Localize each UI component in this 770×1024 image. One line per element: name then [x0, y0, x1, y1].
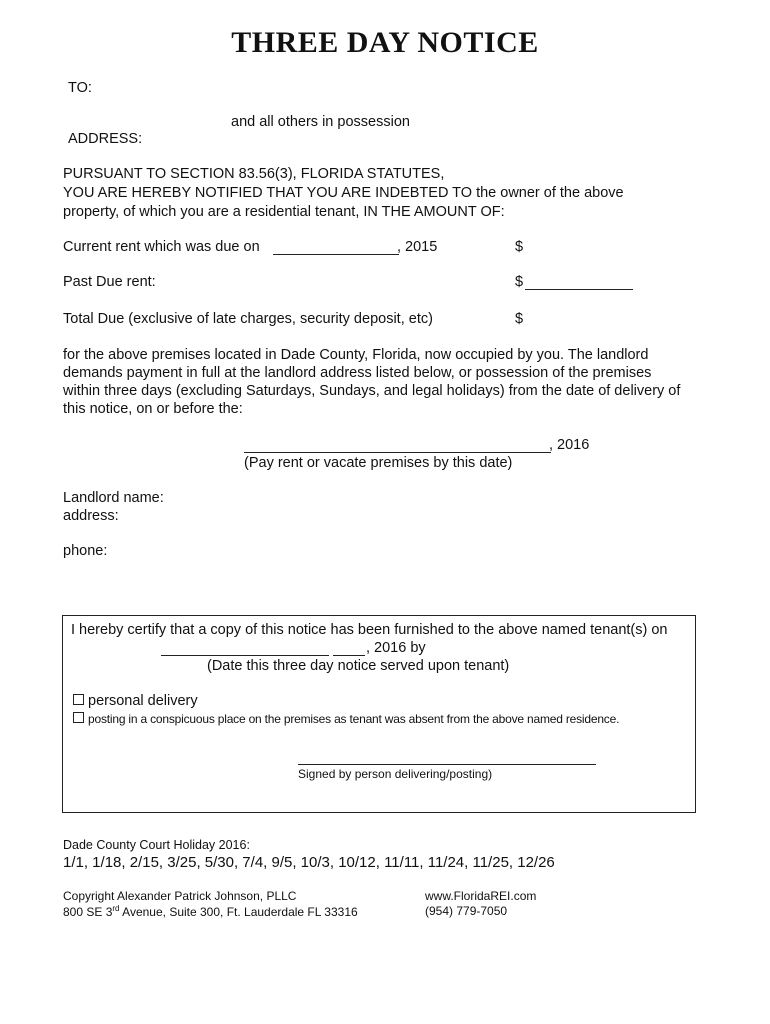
website-link[interactable]: www.FloridaREI.com	[425, 889, 537, 903]
checkbox-posting[interactable]	[73, 712, 84, 723]
served-date-blank[interactable]	[161, 655, 329, 656]
total-due-dollar: $	[515, 311, 524, 327]
firm-address-pre: 800 SE 3	[63, 905, 113, 919]
holiday-label: Dade County Court Holiday 2016:	[63, 838, 250, 852]
firm-address-sup: rd	[112, 904, 120, 913]
others-text: and all others in possession	[231, 114, 410, 130]
pursuant-line-2: YOU ARE HEREBY NOTIFIED THAT YOU ARE INDEBTED TO the owner of the above	[63, 185, 624, 201]
deadline-year: , 2016	[549, 437, 590, 453]
landlord-name-label: Landlord name:	[63, 490, 164, 506]
premises-line-1: for the above premises located in Dade County, Florida, now occupied by you. The landlord	[63, 347, 649, 363]
phone-number: (954) 779-7050	[425, 904, 508, 918]
to-label: TO:	[68, 80, 92, 96]
landlord-address-label: address:	[63, 508, 119, 524]
option-posting[interactable]	[73, 712, 619, 726]
current-rent-label: Current rent which was due on	[63, 239, 260, 255]
document-title: THREE DAY NOTICE	[231, 26, 539, 59]
copyright-text: Copyright Alexander Patrick Johnson, PLLC	[63, 889, 297, 903]
total-due-label: Total Due (exclusive of late charges, security deposit, etc)	[63, 311, 433, 327]
landlord-phone-label: phone:	[63, 543, 108, 559]
current-rent-date-blank[interactable]	[273, 254, 399, 255]
premises-line-4: this notice, on or before the:	[63, 401, 243, 417]
current-rent-dollar: $	[515, 239, 524, 255]
signed-caption: Signed by person delivering/posting)	[298, 767, 493, 781]
served-day-blank[interactable]	[333, 655, 365, 656]
pursuant-line-3: property, of which you are a residential tenant, IN THE AMOUNT OF:	[63, 204, 505, 220]
current-rent-year: , 2015	[397, 239, 438, 255]
option-personal-delivery-label: personal delivery	[88, 693, 198, 709]
address-label: ADDRESS:	[68, 131, 143, 147]
deadline-date-blank[interactable]	[244, 452, 551, 453]
checkbox-personal-delivery[interactable]	[73, 694, 84, 705]
premises-line-2: demands payment in full at the landlord address listed below, or possession of the premises	[63, 365, 652, 381]
option-personal-delivery[interactable]	[73, 693, 198, 709]
firm-address	[63, 904, 358, 919]
certification-line-1: I hereby certify that a copy of this notice has been furnished to the above named tenant(s) on	[71, 622, 668, 638]
signature-blank[interactable]	[298, 764, 596, 765]
premises-line-3: within three days (excluding Saturdays, Sundays, and legal holidays) from the date of delivery of	[63, 383, 681, 399]
past-due-dollar: $	[515, 274, 524, 290]
option-posting-label: posting in a conspicuous place on the premises as tenant was absent from the above named residence.	[88, 712, 620, 726]
past-due-amount-blank[interactable]	[525, 289, 633, 290]
firm-address-post: Avenue, Suite 300, Ft. Lauderdale FL 33316	[119, 905, 358, 919]
certification-caption: (Date this three day notice served upon tenant)	[207, 658, 510, 674]
holiday-dates: 1/1, 1/18, 2/15, 3/25, 5/30, 7/4, 9/5, 10/3, 10/12, 11/11, 11/24, 11/25, 12/26	[63, 854, 555, 871]
certification-line-2: , 2016 by	[366, 640, 426, 656]
deadline-caption: (Pay rent or vacate premises by this date)	[244, 455, 513, 471]
past-due-label: Past Due rent:	[63, 274, 156, 290]
pursuant-line-1: PURSUANT TO SECTION 83.56(3), FLORIDA STATUTES,	[63, 166, 445, 182]
